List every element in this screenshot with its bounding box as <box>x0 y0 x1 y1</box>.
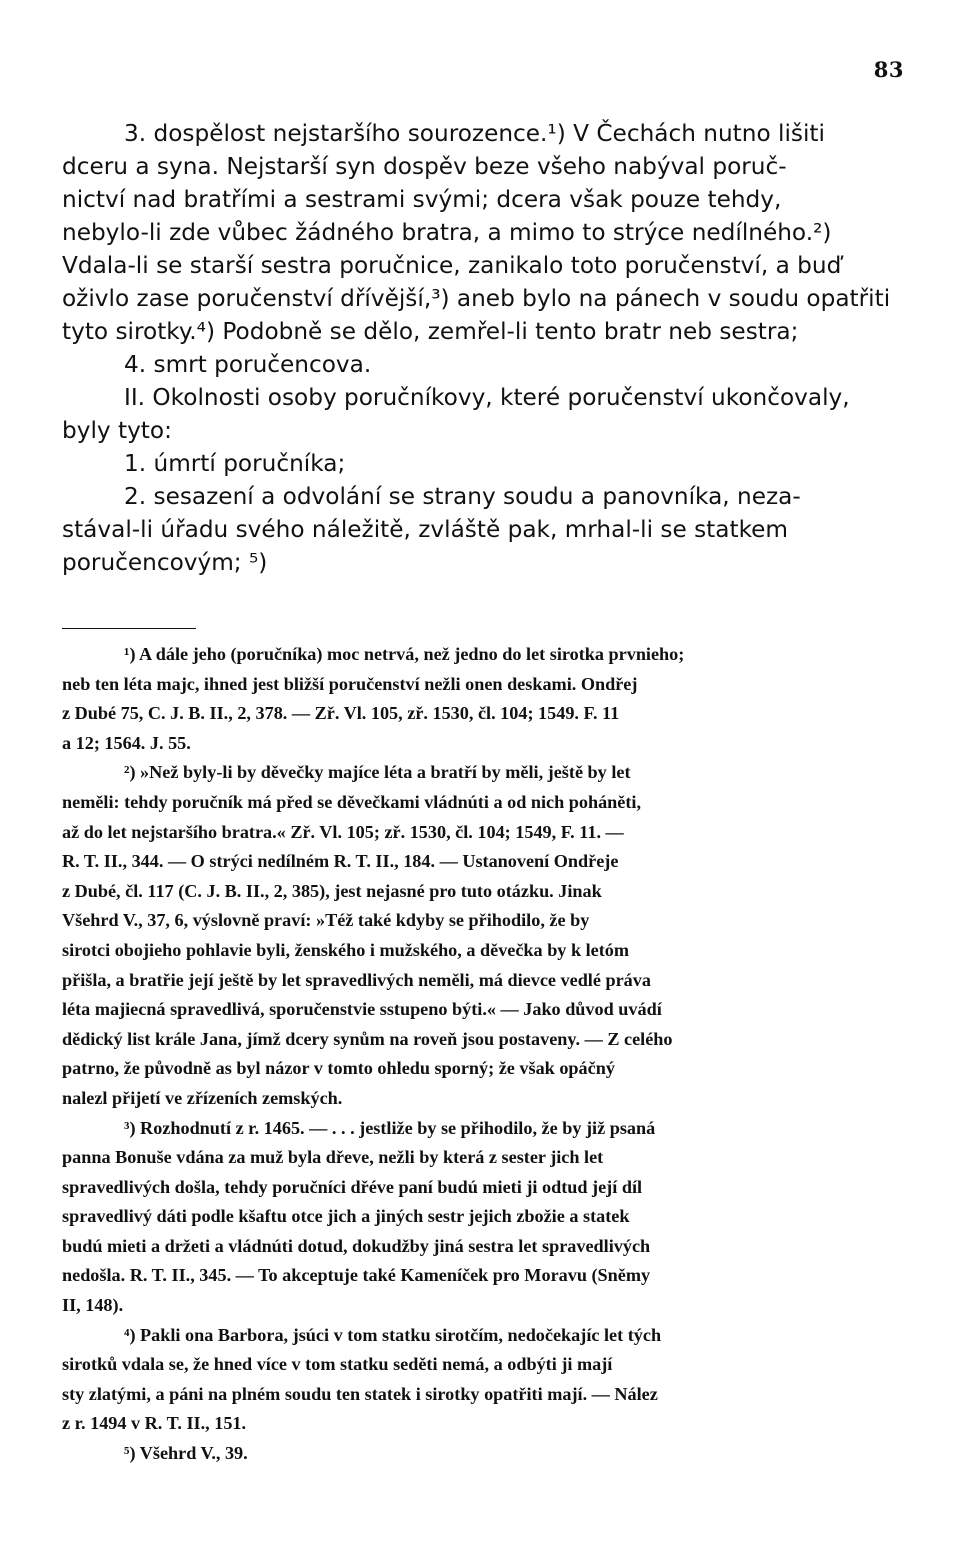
page <box>62 0 904 1560</box>
footnote-2: ²) »Než byly-li by děvečky majíce léta a bratří by měli, ještě by let neměli: tehdy poručník má před se děvečkami vládnúti a od nich poháněti, až do let nejstaršího bratra.« Zř. Vl. 105; zř. 1530, čl. 104; 1549, F. 11. — R. T. II., 344. — O strýci nedílném R. T. II., 184. — Ustanovení Ondřeje z Dubé, čl. 117 (C. J. B. II., 2, 385), jest nejasné pro tuto otázku. Jinak Všehrd V., 37, 6, výslovně praví: »Též také kdyby se přihodilo, že by sirotci obojieho pohlavie byli, ženského i mužského, a děvečka by k letóm přišla, a bratřie její ještě by let spravedlivých neměli, má dievce vedlé práva léta majiecná spravedlivá, sporučenstvie sstupeno býti.« — Jako důvod uvádí dědický list krále Jana, jímž dcery synům na roveň jsou postaveny. — Z celého patrno, že původně as byl názor v tomto ohledu sporný; že však opáčný nalezl přijetí ve zřízeních zemských. <box>62 762 673 1108</box>
paragraph-section-2: II. Okolnosti osoby poručníkovy, které poručenství ukončovaly, byly tyto: <box>62 384 850 444</box>
paragraph-item-1: 1. úmrtí poručníka; <box>124 450 346 477</box>
page-number: 83 <box>873 57 904 82</box>
main-text <box>62 117 904 579</box>
footnote-1: ¹) A dále jeho (poručníka) moc netrvá, než jedno do let sirotka prvnieho; neb ten léta majc, ihned jest bližší poručenství nežli onen deskami. Ondřej z Dubé 75, C. J. B. II., 2, 378. — Zř. Vl. 105, zř. 1530, čl. 104; 1549. F. 11 a 12; 1564. J. 55. <box>62 644 685 753</box>
footnote-3: ³) Rozhodnutí z r. 1465. — . . . jestliže by se přihodilo, že by již psaná panna Bonuše vdána za muž byla dřeve, nežli by která z sester jich let spravedlivých došla, tehdy poručníci dřéve paní budú mieti ji odtud její díl spravedlivý dáti podle kšaftu otce jich a jiných sestr jejich zbožie a statek budú mieti a držeti a vládnúti dotud, dokudžby jiná sestra let spravedlivých nedošla. R. T. II., 345. — To akceptuje také Kameníček pro Moravu (Sněmy II, 148). <box>62 1117 656 1316</box>
paragraph-item-2: 2. sesazení a odvolání se strany soudu a panovníka, neza- stával-li úřadu svého náležitě, zvláště pak, mrhal-li se statkem poručencovým; ⁵) <box>62 483 801 576</box>
paragraph-item-3: 3. dospělost nejstaršího sourozence.¹) V Čechách nutno lišiti dceru a syna. Nejstarší syn dospěv beze všeho nabýval poruč- nictví nad bratřími a sestrami svými; dcera však pouze tehdy, nebylo-li zde vůbec žádného bratra, a mimo to strýce nedílného.²) Vdala-li se starší sestra poručnice, zanikalo toto poručenství, a buď oživlo zase poručenství dřívější,³) aneb bylo na pánech v soudu opatřiti tyto sirotky.⁴) Podobně se dělo, zemřel-li tento bratr neb sestra; <box>62 120 891 345</box>
paragraph-item-4: 4. smrt poručencova. <box>124 351 372 378</box>
footnotes <box>62 640 904 1469</box>
footnote-4: ⁴) Pakli ona Barbora, jsúci v tom statku sirotčím, nedočekajíc let tých sirotků vdala se, že hned více v tom statku seděti nemá, a odbýti ji mají sty zlatými, a páni na plném soudu ten statek i sirotky opatřiti mají. — Nález z r. 1494 v R. T. II., 151. <box>62 1324 662 1434</box>
footnote-divider <box>62 628 196 629</box>
footnote-5: ⁵) Všehrd V., 39. <box>124 1443 248 1464</box>
